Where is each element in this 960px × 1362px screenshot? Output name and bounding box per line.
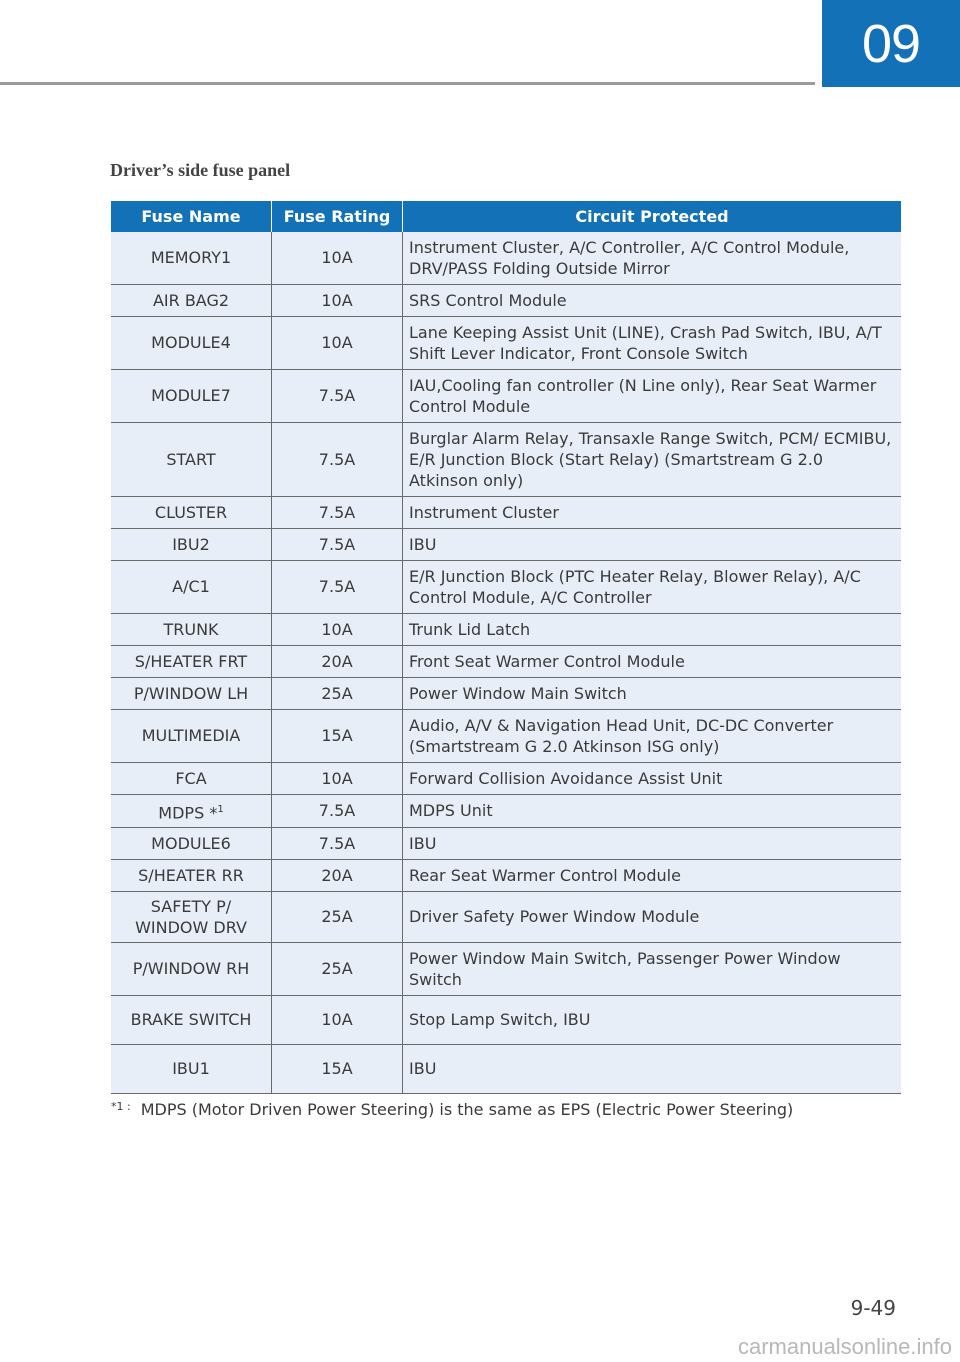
circuit-protected: Stop Lamp Switch, IBU	[403, 995, 902, 1044]
fuse-rating: 20A	[272, 859, 403, 891]
fuse-name: FCA	[111, 762, 272, 794]
table-row	[111, 891, 901, 942]
table-row	[111, 942, 901, 995]
header-rule	[0, 82, 815, 85]
fuse-rating: 15A	[272, 1044, 403, 1093]
fuse-rating: 7.5A	[272, 560, 403, 613]
fuse-name: P/WINDOW LH	[111, 677, 272, 709]
page-number: 9-49	[850, 1296, 896, 1320]
chapter-number: 09	[861, 13, 921, 74]
table-row	[111, 677, 901, 709]
table-row	[111, 316, 901, 369]
fuse-rating: 15A	[272, 709, 403, 762]
fuse-rating: 10A	[272, 613, 403, 645]
table-row	[111, 613, 901, 645]
circuit-protected: Lane Keeping Assist Unit (LINE), Crash Pad Switch, IBU, A/T Shift Lever Indicator, Front Console Switch	[403, 316, 902, 369]
circuit-protected: Audio, A/V & Navigation Head Unit, DC-DC Converter (Smartstream G 2.0 Atkinson ISG only)	[403, 709, 902, 762]
circuit-protected: IBU	[403, 1044, 902, 1093]
watermark: carmanualsonline.info	[737, 1334, 952, 1359]
fuse-name-text: MDPS *	[158, 802, 218, 822]
fuse-name: TRUNK	[111, 613, 272, 645]
table-row	[111, 1044, 901, 1093]
footnote-marker: 1	[217, 803, 224, 815]
circuit-protected: Front Seat Warmer Control Module	[403, 645, 902, 677]
table-row	[111, 645, 901, 677]
fuse-name: IBU2	[111, 528, 272, 560]
fuse-name: CLUSTER	[111, 496, 272, 528]
circuit-protected: IBU	[403, 528, 902, 560]
fuse-name: MULTIMEDIA	[111, 709, 272, 762]
circuit-protected: IBU	[403, 827, 902, 859]
circuit-protected: Instrument Cluster, A/C Controller, A/C Control Module, DRV/PASS Folding Outside Mirror	[403, 232, 902, 284]
header-circuit-protected: Circuit Protected	[403, 201, 902, 232]
circuit-protected: Rear Seat Warmer Control Module	[403, 859, 902, 891]
table-row	[111, 232, 901, 284]
footnote-mark: *1 :	[111, 1100, 131, 1113]
fuse-name: MEMORY1	[111, 232, 272, 284]
fuse-rating: 10A	[272, 762, 403, 794]
circuit-protected: Burglar Alarm Relay, Transaxle Range Switch, PCM/ ECMIBU, E/R Junction Block (Start Relay) (Smartstream G 2.0 Atkinson only)	[403, 422, 902, 496]
fuse-name: MODULE6	[111, 827, 272, 859]
fuse-rating: 25A	[272, 942, 403, 995]
fuse-name: S/HEATER RR	[111, 859, 272, 891]
circuit-protected: Power Window Main Switch	[403, 677, 902, 709]
fuse-rating: 10A	[272, 232, 403, 284]
table-row	[111, 496, 901, 528]
section-title: Driver’s side fuse panel	[110, 160, 291, 180]
header-fuse-rating: Fuse Rating	[272, 201, 403, 232]
fuse-name: BRAKE SWITCH	[111, 995, 272, 1044]
table-row	[111, 528, 901, 560]
chapter-tab	[822, 0, 960, 87]
table-row	[111, 995, 901, 1044]
table-row	[111, 762, 901, 794]
fuse-rating: 7.5A	[272, 528, 403, 560]
fuse-name	[111, 794, 272, 827]
fuse-rating: 25A	[272, 891, 403, 942]
fuse-rating: 7.5A	[272, 794, 403, 827]
fuse-rating: 25A	[272, 677, 403, 709]
circuit-protected: E/R Junction Block (PTC Heater Relay, Blower Relay), A/C Control Module, A/C Controller	[403, 560, 902, 613]
footnote	[111, 1100, 793, 1119]
circuit-protected: IAU,Cooling fan controller (N Line only), Rear Seat Warmer Control Module	[403, 369, 902, 422]
fuse-name: S/HEATER FRT	[111, 645, 272, 677]
table-row	[111, 709, 901, 762]
fuse-rating: 7.5A	[272, 827, 403, 859]
table-row	[111, 827, 901, 859]
table-row	[111, 422, 901, 496]
fuse-table	[111, 201, 901, 1094]
fuse-name: MODULE4	[111, 316, 272, 369]
fuse-name: P/WINDOW RH	[111, 942, 272, 995]
table-row	[111, 794, 901, 827]
circuit-protected: Instrument Cluster	[403, 496, 902, 528]
table-header-row	[111, 201, 901, 232]
circuit-protected: Driver Safety Power Window Module	[403, 891, 902, 942]
fuse-name: MODULE7	[111, 369, 272, 422]
fuse-rating: 7.5A	[272, 422, 403, 496]
fuse-rating: 10A	[272, 284, 403, 316]
fuse-rating: 7.5A	[272, 369, 403, 422]
circuit-protected: Power Window Main Switch, Passenger Power Window Switch	[403, 942, 902, 995]
fuse-rating: 10A	[272, 995, 403, 1044]
fuse-name: IBU1	[111, 1044, 272, 1093]
fuse-name: SAFETY P/ WINDOW DRV	[111, 891, 272, 942]
circuit-protected: SRS Control Module	[403, 284, 902, 316]
table-row	[111, 369, 901, 422]
fuse-name: AIR BAG2	[111, 284, 272, 316]
table-row	[111, 859, 901, 891]
fuse-rating: 20A	[272, 645, 403, 677]
fuse-rating: 7.5A	[272, 496, 403, 528]
fuse-name: START	[111, 422, 272, 496]
fuse-name: A/C1	[111, 560, 272, 613]
table-row	[111, 284, 901, 316]
header-fuse-name: Fuse Name	[111, 201, 272, 232]
circuit-protected: Trunk Lid Latch	[403, 613, 902, 645]
circuit-protected: MDPS Unit	[403, 794, 902, 827]
footnote-text: MDPS (Motor Driven Power Steering) is the same as EPS (Electric Power Steering)	[140, 1100, 794, 1119]
circuit-protected: Forward Collision Avoidance Assist Unit	[403, 762, 902, 794]
table-row	[111, 560, 901, 613]
fuse-rating: 10A	[272, 316, 403, 369]
